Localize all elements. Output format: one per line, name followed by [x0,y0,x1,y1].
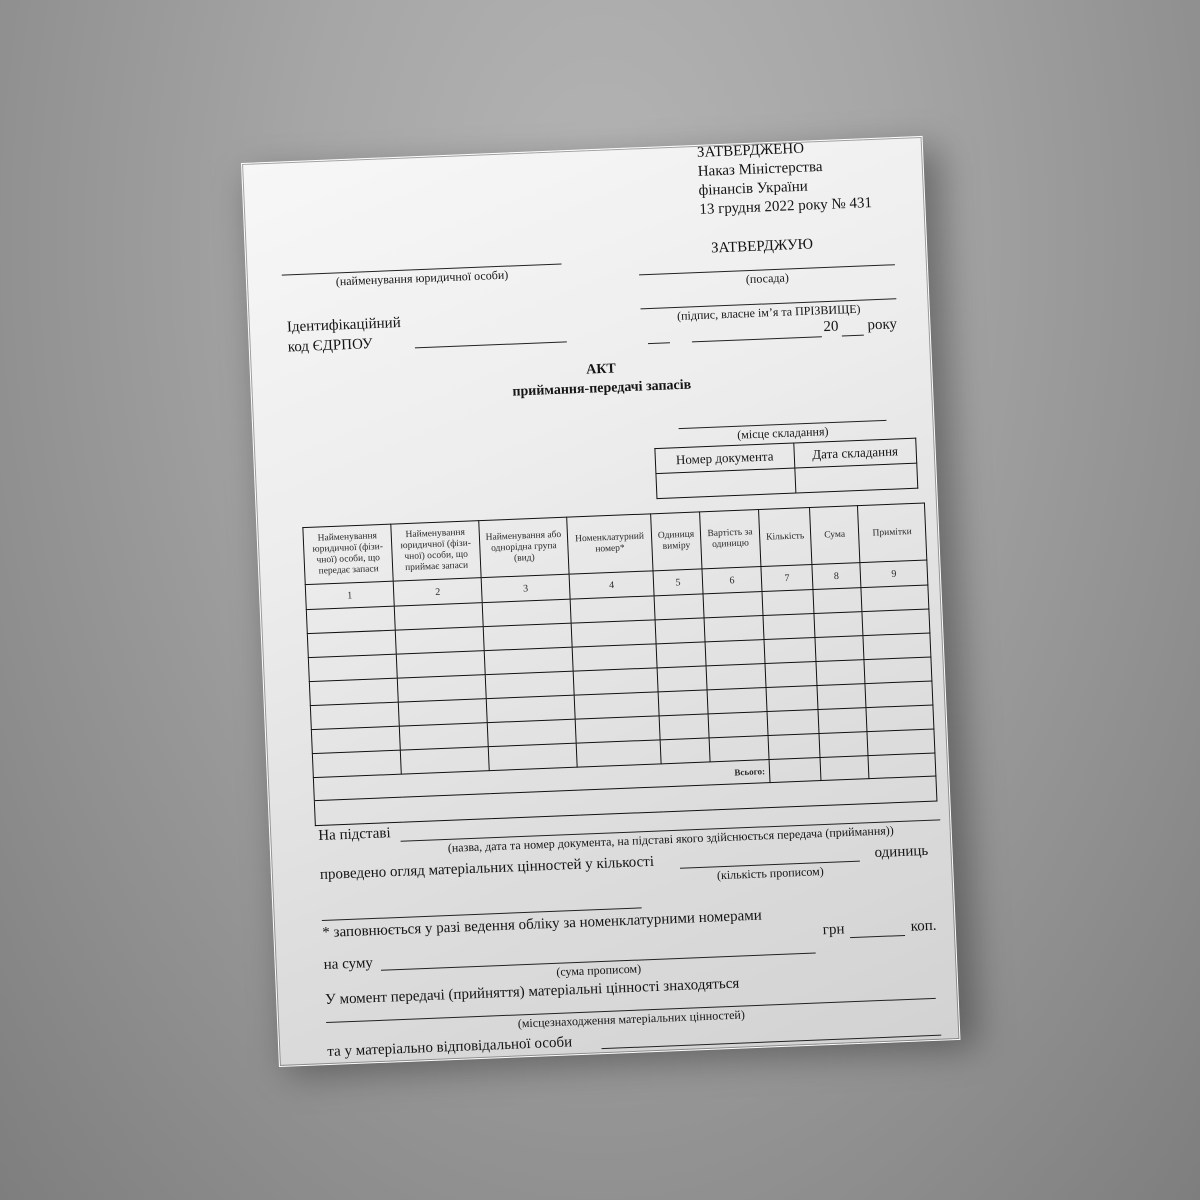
approve-heading: ЗАТВЕРДЖУЮ [710,236,814,257]
table-cell[interactable] [706,664,766,690]
table-cell[interactable] [655,618,705,644]
header-sum: Сума [810,506,860,565]
table-cell[interactable] [763,614,815,640]
table-cell[interactable] [762,590,814,616]
table-cell[interactable] [396,651,485,678]
approved-block [697,137,873,220]
table-cell[interactable] [310,702,399,729]
approved-line: 13 грудня 2022 року № 431 [699,195,873,218]
table-cell[interactable] [658,690,708,716]
column-number: 7 [761,565,813,592]
table-cell[interactable] [308,654,397,681]
table-cell[interactable] [395,627,484,654]
edrpou-label [287,313,402,358]
column-number: 9 [860,560,928,588]
quantity-caption: (кількість прописом) [716,864,824,883]
doc-number-cell[interactable] [656,468,796,499]
edrpou-label-line1: Ідентифікаційний [286,314,402,336]
table-cell[interactable] [397,675,486,702]
header-unit: Одиниця виміру [651,512,702,571]
table-cell[interactable] [306,606,395,633]
column-number: 8 [812,563,861,590]
total-sum-cell[interactable] [820,756,869,781]
table-cell[interactable] [815,636,864,662]
currency-uah: грн [822,921,845,939]
table-cell[interactable] [704,616,764,642]
table-cell[interactable] [311,726,400,753]
table-cell[interactable] [813,588,862,614]
table-cell[interactable] [576,740,661,767]
table-cell[interactable] [707,688,767,714]
doc-number-header: Номер документа [655,443,795,474]
approved-line: ЗАТВЕРДЖЕНО [696,140,805,161]
location-label: У момент передачі (прийняття) матеріальні цінності знаходяться [324,975,740,1009]
table-cell[interactable] [708,712,768,738]
table-cell[interactable] [394,603,483,630]
column-number: 4 [569,571,654,599]
table-cell[interactable] [398,699,487,726]
table-cell[interactable] [307,630,396,657]
day-line[interactable] [648,342,670,344]
inspection-unit: одиниць [874,842,929,862]
title-line2: приймання-передачі запасів [512,377,692,400]
table-cell[interactable] [659,714,709,740]
table-cell[interactable] [866,705,934,732]
table-cell[interactable] [864,657,932,684]
header-quantity: Кількість [759,508,812,567]
table-cell[interactable] [309,678,398,705]
table-cell[interactable] [573,668,658,695]
table-cell[interactable] [572,644,657,671]
document-number-table [654,438,918,499]
footnote: * заповнюється у разі ведення обліку за номенклатурними номерами [322,907,763,942]
table-cell[interactable] [486,695,575,722]
entity-name-caption: (найменування юридичної особи) [335,267,509,289]
table-cell[interactable] [867,729,935,756]
table-cell[interactable] [764,638,816,664]
table-cell[interactable] [574,692,659,719]
header-unit-price: Вартість за одиницю [700,510,761,569]
document-title [481,355,722,403]
table-cell[interactable] [312,750,401,777]
sum-caption: (сума прописом) [556,961,642,979]
table-cell[interactable] [400,747,489,774]
header-sender: Найменування юридичної (фізи-чної) особи, що передає запаси [303,524,393,584]
column-number: 2 [393,578,482,606]
table-cell[interactable] [861,585,929,612]
table-cell[interactable] [819,732,868,758]
kop-line[interactable] [850,935,905,938]
table-cell[interactable] [767,710,819,736]
table-cell[interactable] [487,719,576,746]
column-number: 3 [481,574,570,602]
table-cell[interactable] [817,684,866,710]
table-cell[interactable] [862,609,930,636]
column-number: 5 [653,569,703,596]
table-cell[interactable] [399,723,488,750]
place-caption: (місце складання) [736,424,829,442]
year-suffix: року [867,316,898,334]
table-cell[interactable] [571,620,656,647]
signature-caption: (підпис, власне ім’я та ПРІЗВИЩЕ) [676,301,861,323]
total-notes-cell[interactable] [868,753,936,779]
table-cell[interactable] [705,640,765,666]
edrpou-label-line2: код ЄДРПОУ [287,336,373,356]
basis-label: На підставі [317,825,391,845]
table-cell[interactable] [766,686,818,712]
column-number: 6 [702,567,762,594]
currency-kop: коп. [910,917,937,935]
sum-label: на суму [323,955,374,974]
header-receiver: Найменування юридичної (фізи-чної) особи, що приймає запаси [391,521,481,581]
header-notes: Примітки [857,503,926,563]
responsible-caption: (посада, власне ім’я та ПРІЗВИЩЕ) [679,1039,865,1062]
year-prefix: 20 [823,318,839,336]
inventory-table [302,502,937,826]
table-cell[interactable] [768,734,820,760]
table-cell[interactable] [654,594,704,620]
position-caption: (посада) [745,270,790,287]
month-line[interactable] [692,336,822,342]
table-cell[interactable] [865,681,933,708]
total-label: Всього: [313,760,770,801]
doc-date-header: Дата складання [794,438,917,468]
table-cell[interactable] [575,716,660,743]
table-cell[interactable] [816,660,865,686]
title-line1: АКТ [585,361,617,378]
column-number: 1 [305,581,394,609]
approved-line: фінансів України [698,178,809,199]
table-cell[interactable] [483,623,572,650]
table-cell[interactable] [485,671,574,698]
table-cell[interactable] [709,736,769,762]
doc-date-cell[interactable] [795,463,918,493]
total-quantity-cell[interactable] [769,758,821,783]
table-cell[interactable] [488,743,577,770]
table-cell[interactable] [703,592,763,618]
table-cell[interactable] [818,708,867,734]
table-cell[interactable] [863,633,931,660]
document-sheet [241,136,960,1067]
table-cell[interactable] [482,599,571,626]
header-item-name: Найменування або однорідна група (вид) [479,517,569,577]
table-cell[interactable] [657,666,707,692]
table-cell[interactable] [656,642,706,668]
table-cell[interactable] [484,647,573,674]
edrpou-input-line[interactable] [415,341,567,348]
table-cell[interactable] [660,738,710,764]
year-line[interactable] [842,335,864,337]
table-cell[interactable] [765,662,817,688]
table-cell[interactable] [570,596,655,623]
location-caption: (місцезнаходження матеріальних цінностей) [517,1007,746,1031]
approved-line: Наказ Міністерства [697,158,823,180]
basis-caption: (назва, дата та номер документа, на підставі якого здійснюється передача (приймання)) [447,823,894,855]
inspection-label: проведено огляд матеріальних цінностей у кількості [319,853,655,884]
responsible-label: та у матеріально відповідальної особи [327,1034,573,1061]
header-nomenclature-number: Номенклатурний номер* [567,514,653,574]
table-cell[interactable] [814,612,863,638]
